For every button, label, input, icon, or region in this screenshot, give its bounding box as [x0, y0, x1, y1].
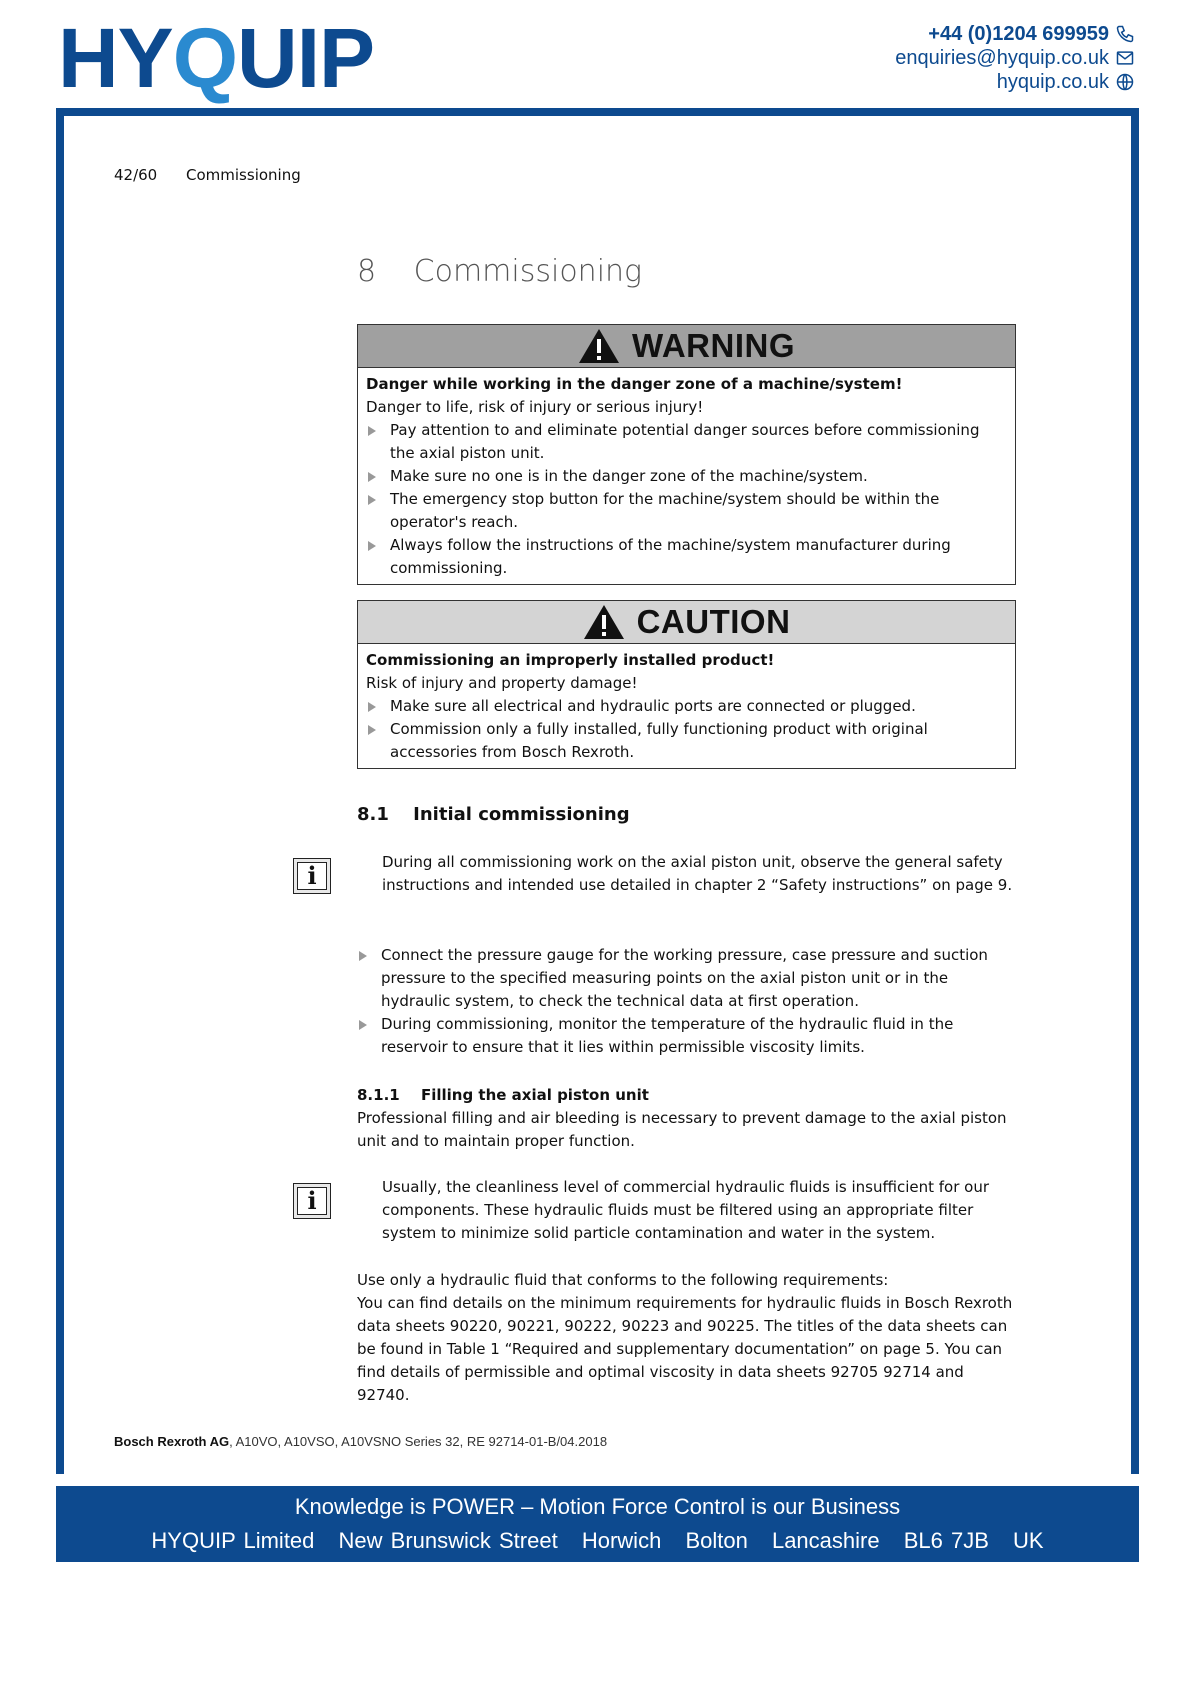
caution-lead: Commissioning an improperly installed product! — [366, 651, 775, 669]
list-item: Always follow the instructions of the machine/system manufacturer during commissioning. — [366, 534, 1007, 580]
section-heading-8-1-1 — [357, 1086, 649, 1104]
logo-text-q: Q — [172, 11, 238, 105]
address-town: Horwich — [581, 1528, 662, 1553]
address-country: UK — [1013, 1528, 1044, 1553]
requirements-text: You can find details on the minimum requirements for hydraulic fluids in Bosch Rexroth data sheets 90220, 90221, 90222, 90223 and 90225. The titles of the data sheets can be found in Table 1 “Required and supplementary documentation” on page 5. You can find details of permissible and optimal viscosity in data sheets 92705 92714 and 92740. — [357, 1294, 1013, 1404]
info-icon: i — [293, 858, 331, 894]
list-item: Pay attention to and eliminate potential danger sources before commissioning the axial piston unit. — [366, 419, 1007, 465]
mail-icon — [1115, 48, 1135, 68]
warning-box — [357, 324, 1016, 585]
subsection-title: Filling the axial piston unit — [420, 1086, 649, 1104]
list-item: The emergency stop button for the machine/system should be within the operator's reach. — [366, 488, 1007, 534]
footer-address — [56, 1528, 1139, 1554]
section-8-1-1-intro: Professional filling and air bleeding is necessary to prevent damage to the axial piston unit and to maintain proper function. — [357, 1109, 1007, 1150]
warning-triangle-icon — [583, 604, 625, 640]
section-heading-8-1 — [357, 804, 630, 825]
caution-label: CAUTION — [636, 603, 791, 640]
warning-label: WARNING — [632, 327, 795, 364]
info-note-8-1: During all commissioning work on the axial piston unit, observe the general safety instructions and intended use detailed in chapter 2 “Safety instructions” on page 9. — [382, 853, 1013, 894]
chapter-title: Commissioning — [413, 254, 643, 289]
address-street: New Brunswick Street — [338, 1528, 558, 1553]
caution-consequence: Risk of injury and property damage! — [366, 674, 638, 692]
list-item: Connect the pressure gauge for the working pressure, case pressure and suction pressure to the specified measuring points on the axial piston unit or in the hydraulic system, to check the technical data at first operation. — [357, 944, 1022, 1013]
document-footer — [114, 1434, 607, 1449]
warning-body — [358, 368, 1015, 584]
caution-body — [358, 644, 1015, 768]
info-icon: i — [293, 1183, 331, 1219]
caution-box — [357, 600, 1016, 769]
page-section: Commissioning — [186, 166, 301, 184]
address-company: HYQUIP Limited — [151, 1528, 315, 1553]
contact-phone[interactable]: +44 (0)1204 699959 — [928, 22, 1109, 45]
contact-website[interactable]: hyquip.co.uk — [996, 70, 1109, 93]
contact-email-row[interactable] — [895, 46, 1135, 70]
requirements-lead: Use only a hydraulic fluid that conforms to the following requirements: — [357, 1271, 889, 1289]
warning-triangle-icon — [578, 328, 620, 364]
warning-lead: Danger while working in the danger zone of a machine/system! — [366, 375, 903, 393]
contact-website-row[interactable] — [895, 70, 1135, 94]
list-item: Make sure no one is in the danger zone of the machine/system. — [366, 465, 1007, 488]
logo-text-hy: HY — [58, 11, 173, 105]
warning-list — [366, 419, 1007, 580]
caution-header — [358, 601, 1015, 644]
contact-email[interactable]: enquiries@hyquip.co.uk — [895, 46, 1109, 69]
globe-icon — [1115, 72, 1135, 92]
section-title: Initial commissioning — [413, 804, 630, 825]
list-item: Commission only a fully installed, fully functioning product with original accessories from Bosch Rexroth. — [366, 718, 1007, 764]
address-postcode: BL6 7JB — [903, 1528, 989, 1553]
chapter-number: 8 — [357, 254, 377, 289]
page-number: 42/60 — [114, 166, 158, 184]
contact-block — [895, 22, 1135, 94]
section-number: 8.1 — [357, 804, 389, 825]
footer-details: , A10VO, A10VSO, A10VSNO Series 32, RE 92714-01-B/04.2018 — [229, 1434, 608, 1449]
contact-phone-row[interactable] — [895, 22, 1135, 46]
warning-consequence: Danger to life, risk of injury or serious injury! — [366, 398, 704, 416]
footer-slogan: Knowledge is POWER – Motion Force Control is our Business — [294, 1494, 901, 1519]
phone-icon — [1115, 24, 1135, 44]
list-item: During commissioning, monitor the temperature of the hydraulic fluid in the reservoir to ensure that it lies within permissible viscosity limits. — [357, 1013, 1022, 1059]
info-note-8-1-1: Usually, the cleanliness level of commercial hydraulic fluids is insufficient for our components. These hydraulic fluids must be filtered using an appropriate filter system to minimize solid particle contamination and water in the system. — [382, 1178, 989, 1242]
address-city: Bolton — [685, 1528, 748, 1553]
chapter-heading — [357, 254, 642, 289]
page-header — [114, 166, 301, 184]
address-county: Lancashire — [771, 1528, 880, 1553]
subsection-number: 8.1.1 — [357, 1086, 400, 1104]
warning-header — [358, 325, 1015, 368]
logo-text-uip: UIP — [237, 11, 375, 105]
caution-list — [366, 695, 1007, 764]
footer-band — [56, 1486, 1139, 1562]
list-item: Make sure all electrical and hydraulic ports are connected or plugged. — [366, 695, 1007, 718]
hyquip-logo — [58, 11, 375, 105]
footer-company: Bosch Rexroth AG — [114, 1434, 230, 1449]
section-8-1-list — [357, 944, 1022, 1059]
